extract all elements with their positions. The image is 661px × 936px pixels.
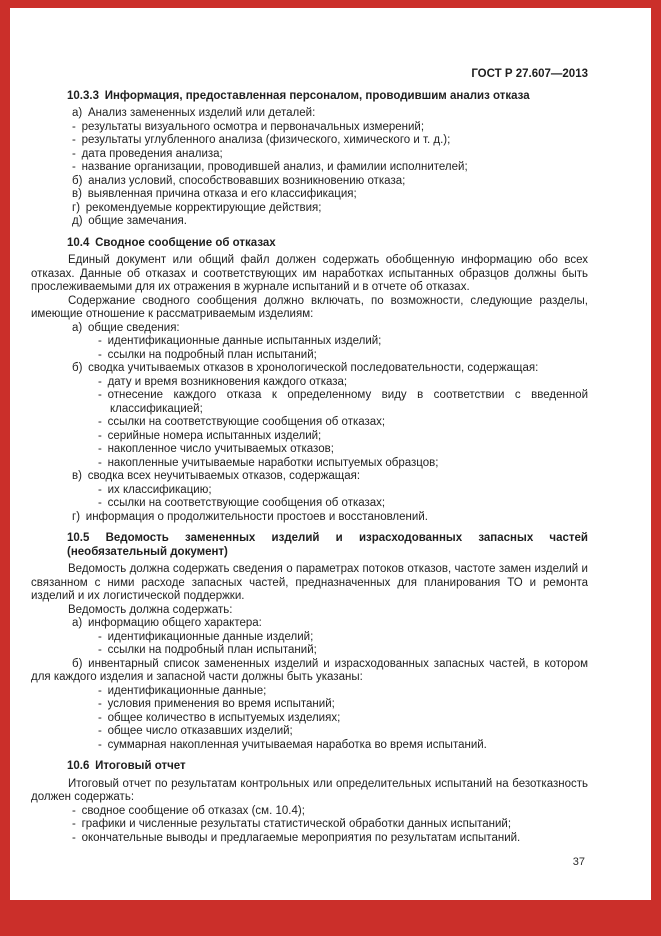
paragraph: Итоговый отчет по результатам контрольных или определительных испытаний на безотказность должен содержать: (31, 777, 588, 803)
paragraph: Содержание сводного сообщения должно включать, по возможности, следующие разделы, имеющие отношение к рассматриваемым изделиям: (31, 294, 588, 320)
list-item: а) информацию общего характера: (72, 617, 262, 629)
page-content (10, 8, 651, 845)
list-item: - ссылки на соответствующие сообщения об отказах; (98, 497, 386, 509)
list-item: - идентификационные данные изделий; (98, 630, 314, 643)
section-10-5-heading-line2: (необязательный документ) (67, 545, 228, 558)
list-item: - идентификационные данные испытанных изделий; (98, 335, 382, 347)
list-item: - дату и время возникновения каждого отказа; (98, 375, 348, 388)
list-item: - отнесение каждого отказа к определенному виду в соответствии с введенной классификацией; (98, 389, 588, 415)
paragraph: Единый документ или общий файл должен содержать обобщенную информацию обо всех отказах. Данные об отказах и соответствующих им наработках испытанных образцов должны быть прослеживаемыми для их отражения в журнале испытаний и в отчете об отказах. (31, 254, 588, 293)
list-item: - суммарная накопленная учитываемая наработка во время испытаний. (98, 738, 487, 751)
list-item: - результаты углубленного анализа (физического, химического и т. д.); (72, 134, 451, 146)
list-item: г) рекомендуемые корректирующие действия; (72, 201, 322, 214)
list-item: - их классификацию; (98, 483, 212, 496)
list-item: - окончательные выводы и предлагаемые мероприятия по результатам испытаний. (72, 831, 521, 844)
section-10-6-heading: 10.6 Итоговый отчет (67, 760, 186, 772)
section-10-5-heading (31, 532, 588, 559)
list-item: а) общие сведения: (72, 321, 180, 334)
page-number: 37 (572, 856, 585, 868)
list-item: в) сводка всех неучитываемых отказов, содержащая: (72, 470, 361, 482)
standard-designation: ГОСТ Р 27.607—2013 (471, 68, 588, 80)
list-item: - серийные номера испытанных изделий; (98, 429, 322, 442)
list-item: - накопленные учитываемые наработки испытуемых образцов; (98, 456, 439, 469)
list-item: в) выявленная причина отказа и его классификация; (72, 188, 357, 200)
section-10-3-3-heading: 10.3.3 Информация, предоставленная персоналом, проводившим анализ отказа (67, 89, 530, 102)
list-item: - результаты визуального осмотра и первоначальных измерений; (72, 120, 425, 133)
list-item: - сводное сообщение об отказах (см. 10.4); (72, 804, 305, 817)
section-10-4-heading: 10.4 Сводное сообщение об отказах (67, 236, 276, 249)
list-item: - графики и численные результаты статистической обработки данных испытаний; (72, 818, 512, 830)
list-item: - идентификационные данные; (98, 684, 267, 697)
list-item: - общее число отказавших изделий; (98, 725, 293, 737)
list-item: - дата проведения анализа; (72, 147, 223, 160)
list-item: - условия применения во время испытаний; (98, 698, 335, 710)
list-item: - накопленное число учитываемых отказов; (98, 443, 334, 455)
list-item: - название организации, проводившей анализ, и фамилии исполнителей; (72, 161, 468, 173)
list-item: г) информация о продолжительности простоев и восстановлений. (72, 510, 428, 523)
document-page (10, 8, 651, 900)
list-item: - ссылки на соответствующие сообщения об отказах; (98, 416, 386, 428)
list-item: - общее количество в испытуемых изделиях; (98, 711, 341, 724)
paragraph: Ведомость должна содержать сведения о параметрах потоков отказов, частоте замен изделий и связанном с ними расходе запасных частей, предназначенных для планирования ТО и ремонта изделий и их логистической поддержки. (31, 563, 588, 602)
list-item: б) инвентарный список замененных изделий и израсходованных запасных частей, в котором для каждого изделия и запасной части должны быть указаны: (31, 657, 588, 683)
section-10-5-heading-line1: 10.5 Ведомость замененных изделий и израсходованных запасных частей (67, 532, 588, 544)
list-item: - ссылки на подробный план испытаний; (98, 644, 317, 656)
list-item: б) анализ условий, способствовавших возникновению отказа; (72, 174, 406, 187)
list-item: а) Анализ замененных изделий или деталей: (72, 107, 316, 119)
list-item: д) общие замечания. (72, 215, 187, 227)
list-item: б) сводка учитываемых отказов в хронологической последовательности, содержащая: (72, 362, 539, 374)
paragraph: Ведомость должна содержать: (68, 603, 233, 616)
list-item: - ссылки на подробный план испытаний; (98, 348, 317, 361)
